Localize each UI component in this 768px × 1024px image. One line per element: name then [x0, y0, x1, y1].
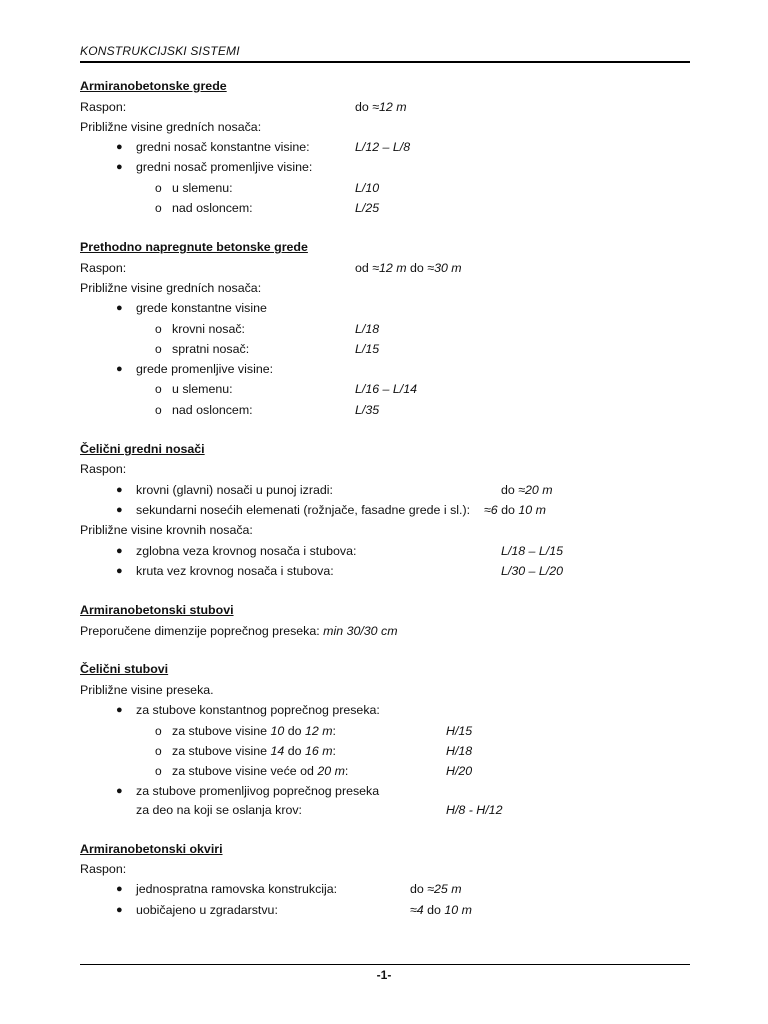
raspon-label: Raspon:	[80, 261, 127, 275]
disc-bullet-icon: ●	[116, 904, 123, 916]
circle-bullet-icon: o	[155, 342, 162, 356]
list-item-value: L/18 – L/15	[501, 544, 564, 558]
list-item-label: za stubove konstantnog poprečnog preseka:	[136, 703, 380, 717]
list-item-value: L/12 – L/8	[355, 140, 411, 154]
raspon-label: Raspon:	[80, 100, 127, 114]
sublist-item-value: H/20	[446, 764, 473, 778]
sublist-item-label: spratni nosač:	[172, 342, 250, 356]
circle-bullet-icon: o	[155, 382, 162, 396]
disc-bullet-icon: ●	[116, 785, 123, 797]
sublist-item-label: krovni nosač:	[172, 322, 246, 336]
sublist-item-value: H/18	[446, 744, 473, 758]
running-header: KONSTRUKCIJSKI SISTEMI	[80, 44, 240, 58]
sublist-item-label: u slemenu:	[172, 181, 233, 195]
section-heading: Prethodno napregnute betonske grede	[80, 240, 308, 254]
disc-bullet-icon: ●	[116, 484, 123, 496]
list-item-value: do ≈20 m	[501, 483, 553, 497]
list-item-label: grede konstantne visine	[136, 301, 267, 315]
sublist-item-value: L/16 – L/14	[355, 382, 418, 396]
disc-bullet-icon: ●	[116, 704, 123, 716]
raspon-label: Raspon:	[80, 462, 127, 476]
list-item-label: gredni nosač promenljive visine:	[136, 160, 313, 174]
sublist-item-label: za stubove visine veće od 20 m:	[172, 764, 349, 778]
circle-bullet-icon: o	[155, 744, 162, 758]
visine-label: Približne visine gredních nosača:	[80, 120, 262, 134]
list-item-label: sekundarni nosećih elemenati (rožnjače, fasadne grede i sl.):	[136, 503, 471, 517]
raspon-value: od ≈12 m do ≈30 m	[355, 261, 462, 275]
list-item-label: uobičajeno u zgradarstvu:	[136, 903, 278, 917]
disc-bullet-icon: ●	[116, 363, 123, 375]
raspon-label: Raspon:	[80, 862, 127, 876]
visine-label: Približne visine gredních nosača:	[80, 281, 262, 295]
sublist-item-value: L/25	[355, 201, 380, 215]
circle-bullet-icon: o	[155, 403, 162, 417]
visine-label: Približne visine preseka.	[80, 683, 214, 697]
list-item-value: ≈6 do 10 m	[484, 503, 546, 517]
list-item-label: kruta vez krovnog nosača i stubova:	[136, 564, 334, 578]
list-item-value: H/8 - H/12	[446, 803, 503, 817]
list-item-label: krovni (glavni) nosači u punoj izradi:	[136, 483, 333, 497]
circle-bullet-icon: o	[155, 181, 162, 195]
sublist-item-label: za stubove visine 10 do 12 m:	[172, 724, 336, 738]
sublist-item-value: L/35	[355, 403, 380, 417]
section-heading: Armiranobetonske grede	[80, 79, 227, 93]
circle-bullet-icon: o	[155, 201, 162, 215]
list-item-label: jednospratna ramovska konstrukcija:	[136, 882, 338, 896]
circle-bullet-icon: o	[155, 322, 162, 336]
sublist-item-label: u slemenu:	[172, 382, 233, 396]
visine-label: Približne visine krovnih nosača:	[80, 523, 253, 537]
list-item-label: grede promenljive visine:	[136, 362, 274, 376]
sublist-item-label: nad osloncem:	[172, 201, 253, 215]
sublist-item-value: L/18	[355, 322, 380, 336]
section-heading: Armiranobetonski okviri	[80, 842, 223, 856]
disc-bullet-icon: ●	[116, 504, 123, 516]
disc-bullet-icon: ●	[116, 545, 123, 557]
section-heading: Armiranobetonski stubovi	[80, 603, 234, 617]
sublist-item-value: L/10	[355, 181, 380, 195]
disc-bullet-icon: ●	[116, 883, 123, 895]
disc-bullet-icon: ●	[116, 161, 123, 173]
list-item-label-continued: za deo na koji se oslanja krov:	[136, 803, 302, 817]
list-item-value: L/30 – L/20	[501, 564, 564, 578]
sublist-item-value: H/15	[446, 724, 473, 738]
page-number: -1-	[376, 968, 392, 982]
disc-bullet-icon: ●	[116, 141, 123, 153]
sublist-item-value: L/15	[355, 342, 380, 356]
section-heading: Čelični gredni nosači	[80, 442, 205, 456]
footer-rule	[80, 964, 690, 965]
circle-bullet-icon: o	[155, 724, 162, 738]
list-item-value: do ≈25 m	[410, 882, 462, 896]
list-item-label: zglobna veza krovnog nosača i stubova:	[136, 544, 357, 558]
list-item-label: gredni nosač konstantne visine:	[136, 140, 310, 154]
header-rule	[80, 61, 690, 63]
circle-bullet-icon: o	[155, 764, 162, 778]
paragraph: Preporučene dimenzije poprečnog preseka: min 30/30 cm	[80, 624, 398, 638]
disc-bullet-icon: ●	[116, 302, 123, 314]
list-item-label: za stubove promenljivog poprečnog preseka	[136, 784, 380, 798]
sublist-item-label: nad osloncem:	[172, 403, 253, 417]
raspon-value: do ≈12 m	[355, 100, 407, 114]
section-heading: Čelični stubovi	[80, 662, 169, 676]
list-item-value: ≈4 do 10 m	[410, 903, 472, 917]
disc-bullet-icon: ●	[116, 565, 123, 577]
sublist-item-label: za stubove visine 14 do 16 m:	[172, 744, 336, 758]
